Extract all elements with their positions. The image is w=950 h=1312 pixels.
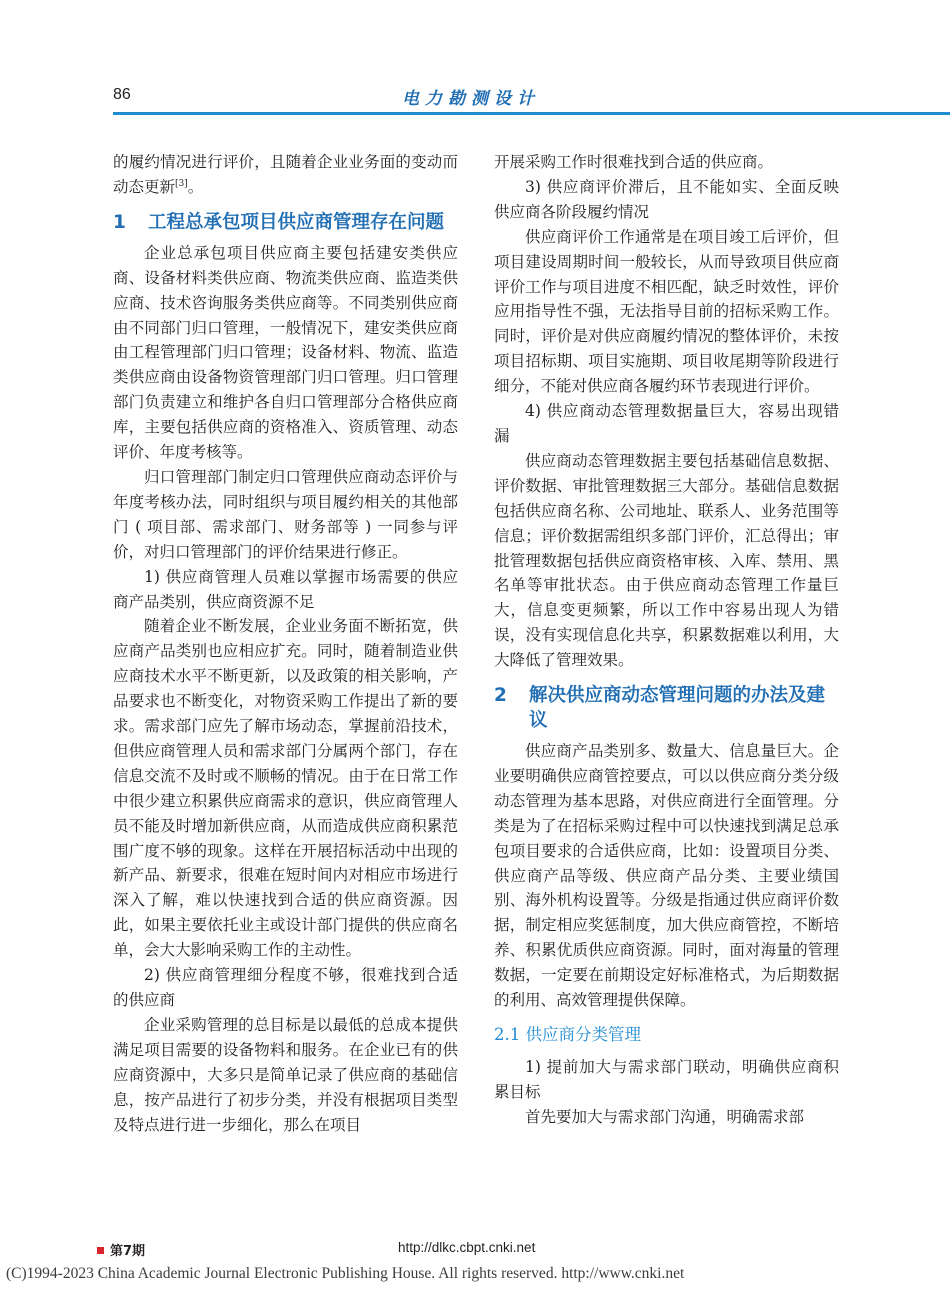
- item-heading: 4) 供应商动态管理数据量巨大，容易出现错漏: [494, 402, 839, 445]
- paragraph: 供应商产品类别多、数量大、信息量巨大。企业要明确供应商管控要点，可以以供应商分类分级动态管理为基本思路，对供应商进行全面管理。分类是为了在招标采购过程中可以快速找到满足总承包项目要求的合适供应商，比如：设置项目分类、供应商产品等级、供应商产品分类、主要业绩国别、海外机构设置等。分级是指通过供应商评价数据，制定相应奖惩制度，加大供应商管控，不断培养、积累优质供应商资源。同时，面对海量的管理数据，一定要在前期设定好标准格式，为后期数据的利用、高效管理提供保障。: [494, 742, 839, 1010]
- item-heading: 3) 供应商评价滞后，且不能如实、全面反映供应商各阶段履约情况: [494, 177, 839, 221]
- section-title: 工程总承包项目供应商管理存在问题: [148, 211, 445, 233]
- left-column: [113, 150, 458, 1137]
- paragraph: 开展采购工作时很难找到合适的供应商。: [494, 153, 774, 171]
- item-heading: 2) 供应商管理细分程度不够，很难找到合适的供应商: [113, 966, 458, 1009]
- paragraph: 企业总承包项目供应商主要包括建安类供应商、设备材料类供应商、物流类供应商、监造类供应商、技术咨询服务类供应商等。不同类别供应商由不同部门归口管理，一般情况下，建安类供应商由工程管理部门归口管理；设备材料、物流、监造类供应商由设备物资管理部门归口管理。归口管理部门负责建立和维护各自归口管理部分合格供应商库，主要包括供应商的资格准入、资质管理、动态评价、年度考核等。: [113, 243, 458, 462]
- paragraph: 供应商动态管理数据主要包括基础信息数据、评价数据、审批管理数据三大部分。基础信息数据包括供应商名称、公司地址、联系人、业务范围等信息；评价数据需组织多部门评价，汇总得出；审批管理数据包括供应商资格审核、入库、禁用、黑名单等审批状态。由于供应商动态管理工作量巨大，信息变更频繁，所以工作中容易出现人为错误，没有实现信息化共享，积累数据难以利用，大大降低了管理效果。: [494, 451, 839, 670]
- copyright-notice: (C)1994-2023 China Academic Journal Electronic Publishing House. All rights reserved. http://www.cnki.net: [6, 1265, 685, 1282]
- footer-issue: [97, 1240, 145, 1259]
- footer-url-link[interactable]: http://dlkc.cbpt.cnki.net: [398, 1240, 536, 1255]
- section-title: 解决供应商动态管理问题的办法及建议: [529, 685, 826, 732]
- section-heading: [113, 210, 458, 235]
- section-number: 2: [494, 685, 507, 707]
- item-heading: 1) 供应商管理人员难以掌握市场需要的供应商产品类别，供应商资源不足: [113, 567, 458, 611]
- paragraph: [113, 150, 458, 200]
- paragraph: 首先要加大与需求部门沟通，明确需求部: [525, 1107, 805, 1126]
- paragraph: 企业采购管理的总目标是以最低的总成本提供满足项目需要的设备物料和服务。在企业已有的供应商资源中，大多只是简单记录了供应商的基础信息，按产品进行了初步分类，并没有根据项目类型及特点进行进一步细化，那么在项目: [113, 1015, 458, 1134]
- journal-title: 电力勘测设计: [402, 89, 540, 109]
- issue-label: 第7期: [110, 1244, 146, 1259]
- right-column: [494, 150, 839, 1130]
- red-square-icon: [97, 1247, 104, 1254]
- header-rule: [113, 112, 950, 115]
- section-number: 1: [113, 211, 126, 233]
- paragraph: 随着企业不断发展，企业业务面不断拓宽，供应商产品类别也应相应扩充。同时，随着制造业供应商技术水平不断更新，以及政策的相关影响，产品要求也不断变化，对物资采购工作提出了新的要求。需求部门应先了解市场动态，掌握前沿技术，但供应商管理人员和需求部门分属两个部门，存在信息交流不及时或不顺畅的情况。由于在日常工作中很少建立积累供应商需求的意识，供应商管理人员不能及时增加新供应商，从而造成供应商积累范围广度不够的现象。这样在开展招标活动中出现的新产品、新要求，很难在短时间内对相应市场进行深入了解，难以快速找到合适的供应商资源。因此，如果主要依托业主或设计部门提供的供应商名单，会大大影响采购工作的主动性。: [113, 617, 458, 960]
- paragraph: 归口管理部门制定归口管理供应商动态评价与年度考核办法，同时组织与项目履约相关的其他部门 ( 项目部、需求部门、财务部等 ) 一同参与评价，对归口管理部门的评价结果进行修正。: [113, 467, 458, 561]
- page-number: 86: [113, 86, 131, 103]
- section-heading: [494, 683, 839, 733]
- item-heading: 1) 提前加大与需求部门联动，明确供应商积累目标: [494, 1058, 839, 1101]
- subsection-heading: 2.1 供应商分类管理: [494, 1025, 641, 1044]
- paragraph-text: 的履约情况进行评价，且随着企业业务面的变动而动态更新: [113, 153, 458, 196]
- paragraph-text: 。: [187, 177, 204, 196]
- citation-ref[interactable]: [3]: [175, 178, 188, 189]
- paragraph: 供应商评价工作通常是在项目竣工后评价，但项目建设周期时间一般较长，从而导致项目供应商评价工作与项目进度不相匹配，缺乏时效性，评价应用指导性不强，无法指导目前的招标采购工作。同时，评价是对供应商履约情况的整体评价，未按项目招标期、项目实施期、项目收尾期等阶段进行细分，不能对供应商各履约环节表现进行评价。: [494, 227, 839, 396]
